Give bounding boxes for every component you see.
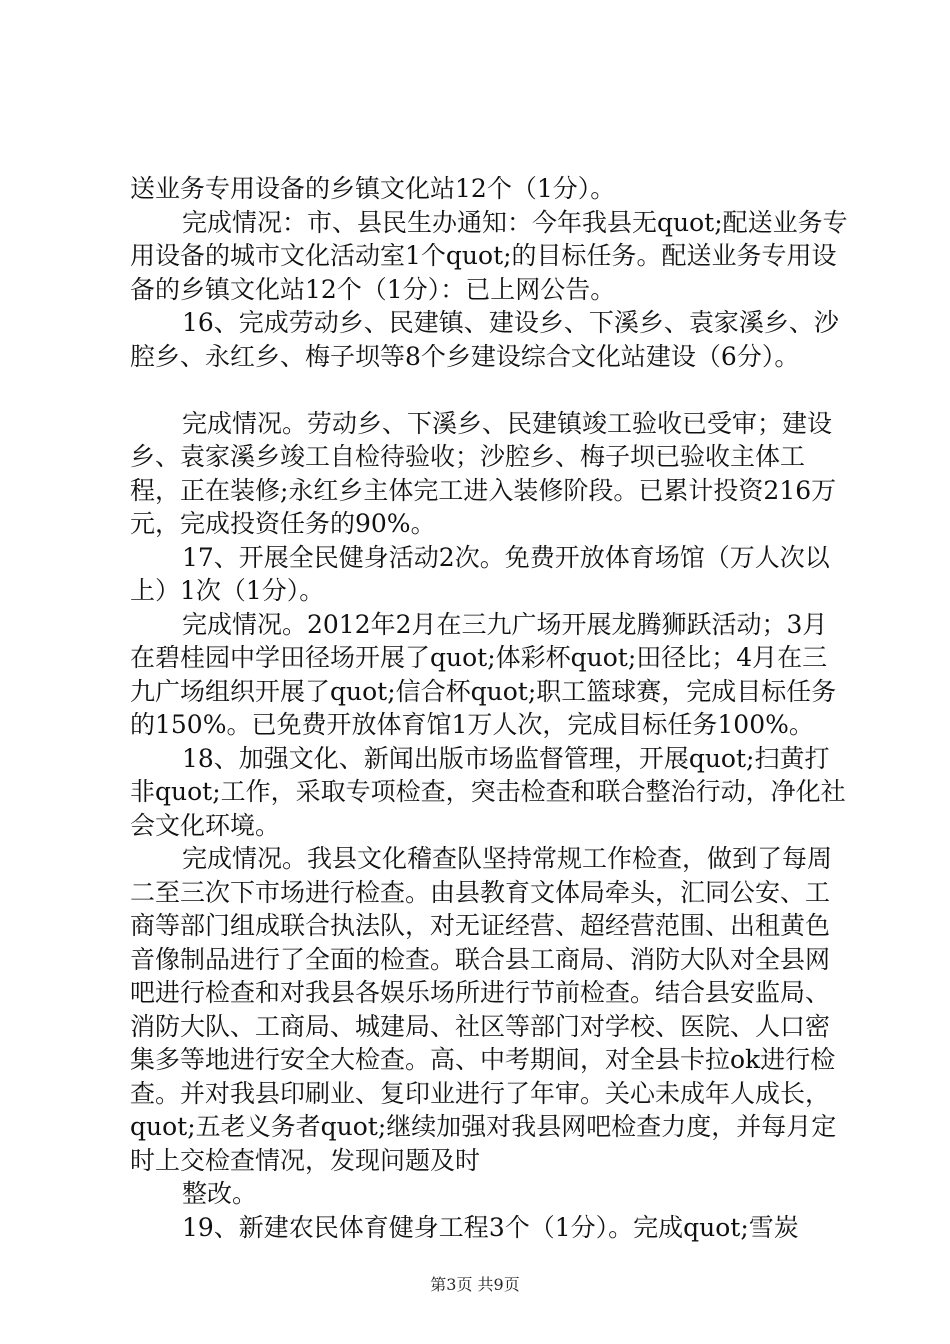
paragraph-item-19: 19、新建农民体育健身工程3个（1分）。完成quot;雪炭: [182, 1212, 799, 1242]
paragraph-item-16: 16、完成劳动乡、民建镇、建设乡、下溪乡、袁家溪乡、沙腔乡、永红乡、梅子坝等8个乡建设综合文化站建设（6分）。: [130, 308, 839, 371]
paragraph-status-17: 完成情况。2012年2月在三九广场开展龙腾狮跃活动；3月在碧桂园中学田径场开展了quot;体彩杯quot;田径比；4月在三九广场组织开展了quot;信合杯quot;职工篮球赛，完成目标任务的150%。已免费开放体育馆1万人次，完成目标任务100%。: [130, 609, 837, 739]
paragraph-item-18: 18、加强文化、新闻出版市场监督管理，开展quot;扫黄打非quot;工作，采取专项检查，突击检查和联合整治行动，净化社会文化环境。: [130, 743, 846, 840]
page-footer: 第3页 共9页: [430, 1275, 520, 1294]
paragraph-status-15: 完成情况：市、县民生办通知：今年我县无quot;配送业务专用设备的城市文化活动室1个quot;的目标任务。配送业务专用设备的乡镇文化站12个（1分）：已上网公告。: [130, 207, 848, 304]
paragraph-continuation: 送业务专用设备的乡镇文化站12个（1分）。: [130, 174, 616, 203]
document-body: [130, 172, 850, 1244]
paragraph-status-18-end: 整改。: [182, 1179, 258, 1208]
paragraph-status-16: 完成情况。劳动乡、下溪乡、民建镇竣工验收已受审；建设乡、袁家溪乡竣工自检待验收；沙腔乡、梅子坝已验收主体工程，正在装修;永红乡主体完工进入装修阶段。已累计投资216万元，完成投资任务的90%。: [130, 408, 837, 538]
paragraph-item-17: 17、开展全民健身活动2次。免费开放体育场馆（万人次以上）1次（1分）。: [130, 542, 830, 605]
paragraph-status-18: 完成情况。我县文化稽查队坚持常规工作检查，做到了每周二至三次下市场进行检查。由县教育文体局牵头，汇同公安、工商等部门组成联合执法队，对无证经营、超经营范围、出租黄色音像制品进行了全面的检查。联合县工商局、消防大队对全县网吧进行检查和对我县各娱乐场所进行节前检查。结合县安监局、消防大队、工商局、城建局、社区等部门对学校、医院、人口密集多等地进行安全大检查。高、中考期间，对全县卡拉ok进行检查。并对我县印刷业、复印业进行了年审。关心未成年人成长，quot;五老义务者quot;继续加强对我县网吧检查力度，并每月定时上交检查情况，发现问题及时: [130, 844, 837, 1175]
